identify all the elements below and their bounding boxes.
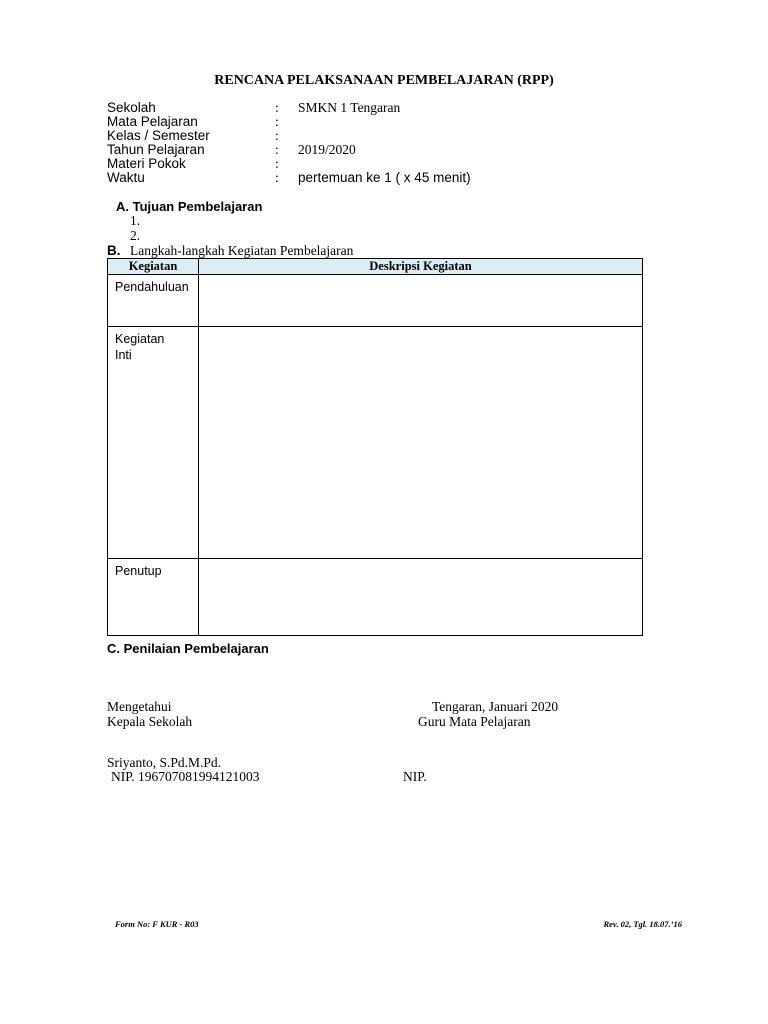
field-colon: : (275, 170, 279, 185)
table-cell-deskripsi (199, 275, 643, 327)
table-cell-deskripsi (199, 559, 643, 636)
table-cell-kegiatan: Kegiatan Inti (108, 327, 199, 559)
signature-guru: Guru Mata Pelajaran (418, 714, 531, 729)
footer-revision: Rev. 02, Tgl. 18.07.’16 (603, 919, 682, 929)
field-label-sekolah: Sekolah (107, 100, 156, 115)
section-c-heading: C. Penilaian Pembelajaran (107, 641, 269, 656)
signature-place-date: Tengaran, Januari 2020 (432, 699, 559, 714)
list-item: 1. (130, 213, 141, 228)
field-colon: : (275, 142, 279, 157)
signature-mengetahui: Mengetahui (107, 699, 172, 714)
field-label-materi-pokok: Materi Pokok (107, 156, 186, 171)
table-row (108, 559, 643, 636)
signature-principal-name: Sriyanto, S.Pd.M.Pd. (107, 755, 222, 770)
table-cell-kegiatan: Pendahuluan (108, 275, 199, 327)
field-value-waktu: pertemuan ke 1 ( x 45 menit) (298, 170, 471, 185)
field-label-waktu: Waktu (107, 170, 145, 185)
table-header-kegiatan: Kegiatan (108, 259, 199, 275)
table-cell-kegiatan: Penutup (108, 559, 199, 636)
list-item: 2. (130, 228, 141, 243)
table-row (108, 275, 643, 327)
document-title: RENCANA PELAKSANAAN PEMBELAJARAN (RPP) (214, 73, 554, 88)
footer-form-number: Form No: F KUR - R03 (115, 919, 199, 929)
field-value-sekolah: SMKN 1 Tengaran (298, 100, 401, 115)
signature-principal-nip: NIP. 196707081994121003 (111, 769, 260, 784)
table-cell-deskripsi (199, 327, 643, 559)
field-colon: : (275, 100, 279, 115)
section-a-heading: A. Tujuan Pembelajaran (116, 199, 263, 214)
signature-teacher-nip: NIP. (403, 769, 427, 784)
field-label-mata-pelajaran: Mata Pelajaran (107, 114, 198, 129)
field-label-kelas-semester: Kelas / Semester (107, 128, 210, 143)
kegiatan-table (107, 258, 643, 636)
table-header-row (108, 259, 643, 275)
field-colon: : (275, 156, 279, 171)
field-colon: : (275, 114, 279, 129)
field-label-tahun-pelajaran: Tahun Pelajaran (107, 142, 205, 157)
signature-kepala-sekolah: Kepala Sekolah (107, 714, 193, 729)
field-colon: : (275, 128, 279, 143)
field-value-tahun-pelajaran: 2019/2020 (298, 142, 356, 157)
section-b-letter: B. (107, 243, 121, 258)
table-row (108, 327, 643, 559)
section-b-heading: Langkah-langkah Kegiatan Pembelajaran (130, 243, 354, 258)
table-header-deskripsi: Deskripsi Kegiatan (199, 259, 643, 275)
